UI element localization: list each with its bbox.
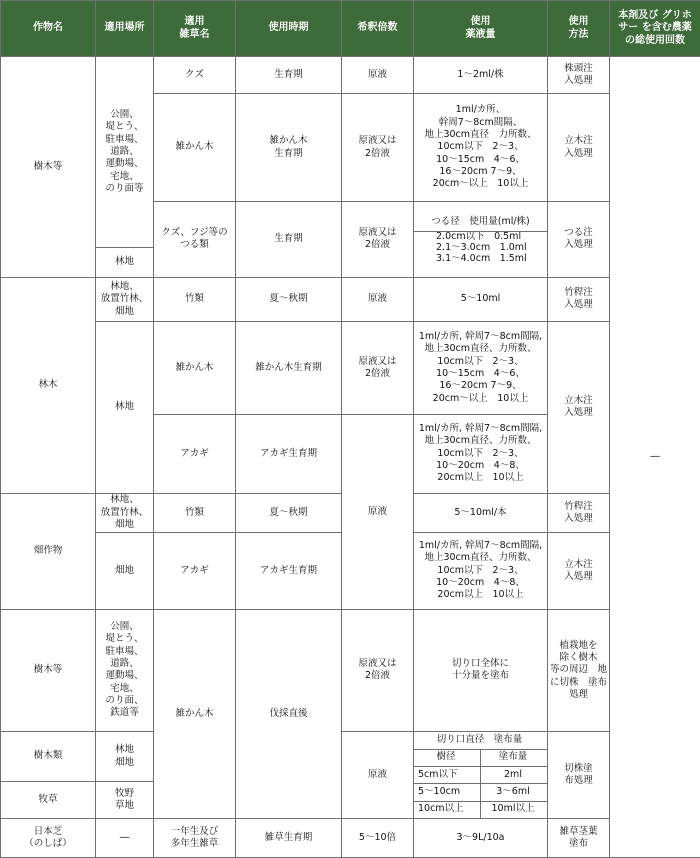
amount-cell: 1ml/カ所, 幹周7～8cm間隔, 地上30cm直径、力所数、 10cm以下 2～3、 10～15cm 4～6、 16～20cm 7～9、 20cm～以上 10以上 xyxy=(414,321,548,414)
weed-cell: 雑かん木 xyxy=(154,321,236,414)
header-row xyxy=(1,1,700,57)
tsuru-dose-header: つる径 使用量(ml/株) xyxy=(414,214,547,231)
method-cell: 植栽地を 除く樹木 等の周辺 地 に切株 塗布 処理 xyxy=(548,609,610,731)
method-cell: 切株塗 布処理 xyxy=(548,731,610,818)
site-cell: ― xyxy=(96,819,154,858)
kirikuchi-title: 切り口直径 塗布量 xyxy=(414,732,547,749)
weed-cell: 雑かん木 xyxy=(154,94,236,202)
site-cell: 林地、 放置竹林、 畑地 xyxy=(96,493,154,532)
table-row xyxy=(1,321,700,414)
timing-cell: 伐採直後 xyxy=(236,609,342,818)
weed-cell: 一年生及び 多年生雑草 xyxy=(154,819,236,858)
kirikuchi-amount-cell xyxy=(414,731,548,818)
weed-cell: アカギ xyxy=(154,532,236,609)
crop-cell: 日本芝 （のしば） xyxy=(1,819,96,858)
crop-cell: 林木 xyxy=(1,277,96,493)
weed-cell: 竹類 xyxy=(154,493,236,532)
kirikuchi-dose-table xyxy=(414,732,547,818)
method-cell: つる注 入処理 xyxy=(548,202,610,278)
dilution-cell: 原液 xyxy=(342,277,414,321)
weed-cell: アカギ xyxy=(154,414,236,493)
header-method: 使用 方法 xyxy=(548,1,610,57)
table-row xyxy=(1,57,700,94)
amount-cell: 1ml/カ所, 幹周7～8cm間隔, 地上30cm直径、力所数、 10cm以下 2～3、 10～20cm 4～8、 20cm以上 10以上 xyxy=(414,532,548,609)
amount-cell: 5～10ml xyxy=(414,277,548,321)
timing-cell: 雑かん木 生育期 xyxy=(236,94,342,202)
timing-cell: 生育期 xyxy=(236,57,342,94)
timing-cell: 生育期 xyxy=(236,202,342,278)
site-cell: 公園、 堤とう、 駐車場、 道路、 運動場、 宅地、 のり面等 xyxy=(96,57,154,248)
site-cell: 公園、 堤とう、 駐車場、 道路、 運動場、 宅地、 のり面、 鉄道等 xyxy=(96,609,154,731)
kirikuchi-amount: 塗布量 xyxy=(481,749,548,766)
dilution-cell: 5～10倍 xyxy=(342,819,414,858)
timing-cell: 雑かん木生育期 xyxy=(236,321,342,414)
weed-cell: クズ、フジ等の つる類 xyxy=(154,202,236,278)
kirikuchi-size: 10cm以上 xyxy=(414,801,481,818)
site-cell: 畑地 xyxy=(96,532,154,609)
site-cell: 林地 xyxy=(96,248,154,278)
kirikuchi-size: 5～10cm xyxy=(414,784,481,801)
amount-cell: 1～2ml/株 xyxy=(414,57,548,94)
crop-cell: 畑作物 xyxy=(1,493,96,609)
weed-cell: 竹類 xyxy=(154,277,236,321)
amount-cell: 切り口全体に 十分量を塗布 xyxy=(414,609,548,731)
header-amount: 使用 薬液量 xyxy=(414,1,548,57)
dilution-cell: 原液 xyxy=(342,414,414,609)
crop-cell: 樹木類 xyxy=(1,731,96,781)
tsuru-dose-table xyxy=(414,214,547,264)
tsuru-amount-cell xyxy=(414,202,548,278)
dilution-cell: 原液 xyxy=(342,57,414,94)
crop-cell: 牧草 xyxy=(1,782,96,819)
crop-cell: 樹木等 xyxy=(1,57,96,278)
amount-cell: 5～10ml/本 xyxy=(414,493,548,532)
site-cell: 林地 畑地 xyxy=(96,731,154,781)
amount-cell: 3～9L/10a xyxy=(414,819,548,858)
header-crop: 作物名 xyxy=(1,1,96,57)
header-site: 適用場所 xyxy=(96,1,154,57)
timing-cell: 雑草生育期 xyxy=(236,819,342,858)
tsuru-dose-values: 2.0cm以下 0.5ml 2.1～3.0cm 1.0ml 3.1～4.0cm 1.5ml xyxy=(414,231,547,264)
header-weed: 適用 雑草名 xyxy=(154,1,236,57)
crop-cell: 樹木等 xyxy=(1,609,96,731)
timing-cell: アカギ生育期 xyxy=(236,414,342,493)
dilution-cell: 原液又は 2倍液 xyxy=(342,321,414,414)
kirikuchi-size: 樹径 xyxy=(414,749,481,766)
timing-cell: アカギ生育期 xyxy=(236,532,342,609)
kirikuchi-amount: 10ml以上 xyxy=(481,801,548,818)
dilution-cell: 原液又は 2倍液 xyxy=(342,202,414,278)
kirikuchi-size: 5cm以下 xyxy=(414,766,481,783)
kirikuchi-amount: 3～6ml xyxy=(481,784,548,801)
method-cell: 竹稈注 入処理 xyxy=(548,277,610,321)
method-cell: 雑草茎葉 塗布 xyxy=(548,819,610,858)
timing-cell: 夏～秋期 xyxy=(236,277,342,321)
method-cell: 竹稈注 入処理 xyxy=(548,493,610,532)
method-cell: 立木注 入処理 xyxy=(548,94,610,202)
method-cell: 立木注 入処理 xyxy=(548,532,610,609)
table-row xyxy=(1,731,700,781)
weed-cell: 雑かん木 xyxy=(154,609,236,818)
kirikuchi-amount: 2ml xyxy=(481,766,548,783)
count-cell: ― xyxy=(610,57,700,858)
header-dilution: 希釈倍数 xyxy=(342,1,414,57)
dilution-cell: 原液又は 2倍液 xyxy=(342,94,414,202)
method-cell: 立木注 入処理 xyxy=(548,321,610,493)
site-cell: 林地 xyxy=(96,321,154,493)
table-row xyxy=(1,819,700,858)
timing-cell: 夏～秋期 xyxy=(236,493,342,532)
amount-cell: 1ml/カ所, 幹周7～8cm間隔, 地上30cm直径、力所数、 10cm以下 2～3、 10～20cm 4～8、 20cm以上 10以上 xyxy=(414,414,548,493)
amount-cell: 1ml/カ所、 幹周7～8cm間隔、 地上30cm直径 力所数、 10cm以下 2～3、 10～15cm 4～6、 16～20cm 7～9、 20cm～以上 10以上 xyxy=(414,94,548,202)
table-row xyxy=(1,277,700,321)
method-cell: 株頭注 入処理 xyxy=(548,57,610,94)
dilution-cell: 原液 xyxy=(342,731,414,818)
table-row xyxy=(1,609,700,731)
dilution-cell: 原液又は 2倍液 xyxy=(342,609,414,731)
header-count: 本剤及び グリホ サー を含む農薬 の総使用回数 xyxy=(610,1,700,57)
site-cell: 林地、 放置竹林、 畑地 xyxy=(96,277,154,321)
weed-cell: クズ xyxy=(154,57,236,94)
site-cell: 牧野 草地 xyxy=(96,782,154,819)
header-timing: 使用時期 xyxy=(236,1,342,57)
